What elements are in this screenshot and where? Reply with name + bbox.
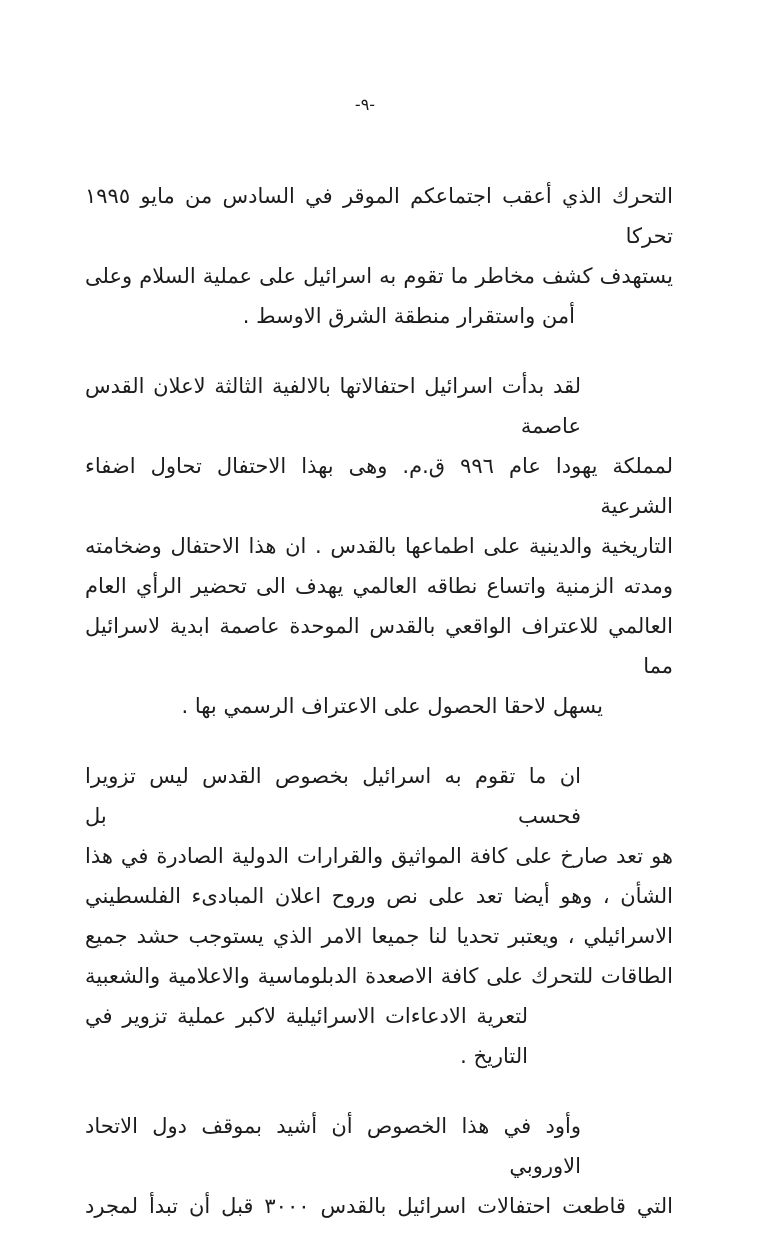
text-line: يسهل لاحقا الحصول على الاعتراف الرسمي بها . <box>181 694 603 718</box>
text-line: وأود في هذا الخصوص أن أشيد بموقف دول الاتحاد الاوروبي <box>85 1114 581 1178</box>
paragraph <box>85 366 673 726</box>
text-line: لقد بدأت اسرائيل احتفالاتها بالالفية الثالثة لاعلان القدس عاصمة <box>85 374 581 438</box>
document-body <box>85 176 673 1256</box>
text-line: لمملكة يهودا عام ٩٩٦ ق.م. وهى بهذا الاحتفال تحاول اضفاء الشرعية <box>85 454 673 518</box>
text-line: يستهدف كشف مخاطر ما تقوم به اسرائيل على عملية السلام وعلى <box>85 264 673 288</box>
paragraph <box>85 756 673 1076</box>
text-line: العالمي للاعتراف الواقعي بالقدس الموحدة عاصمة ابدية لاسرائيل مما <box>85 614 673 678</box>
text-line: التحرك الذي أعقب اجتماعكم الموقر في السادس من مايو ١٩٩٥ تحركا <box>85 184 673 248</box>
text-line: أمن واستقرار منطقة الشرق الاوسط . <box>242 304 575 328</box>
text-line: التي قاطعت احتفالات اسرائيل بالقدس ٣٠٠٠ قبل أن تبدأ لمجرد <box>85 1194 673 1218</box>
text-line: الطاقات للتحرك على كافة الاصعدة الدبلوماسية والاعلامية والشعبية <box>85 964 673 988</box>
text-line: الشأن ، وهو أيضا تعد على نص وروح اعلان المبادىء الفلسطيني <box>85 884 673 908</box>
text-line: ان ما تقوم به اسرائيل بخصوص القدس ليس تزويرا فحسب بل <box>85 764 581 828</box>
text-line: الاسرائيلي ، ويعتبر تحديا لنا جميعا الامر الذي يستوجب حشد جميع <box>85 924 673 948</box>
page-number: -٩- <box>354 95 376 114</box>
text-line: لتعرية الادعاءات الاسرائيلية لاكبر عملية تزوير في التاريخ . <box>85 1004 528 1068</box>
text-line: هو تعد صارخ على كافة المواثيق والقرارات الدولية الصادرة في هذا <box>85 844 673 868</box>
text-line: ومدته الزمنية واتساع نطاقه العالمي يهدف الى تحضير الرأي العام <box>85 574 673 598</box>
paragraph <box>85 1106 673 1226</box>
paragraph <box>85 176 673 336</box>
text-line: التاريخية والدينية على اطماعها بالقدس . ان هذا الاحتفال وضخامته <box>85 534 673 558</box>
